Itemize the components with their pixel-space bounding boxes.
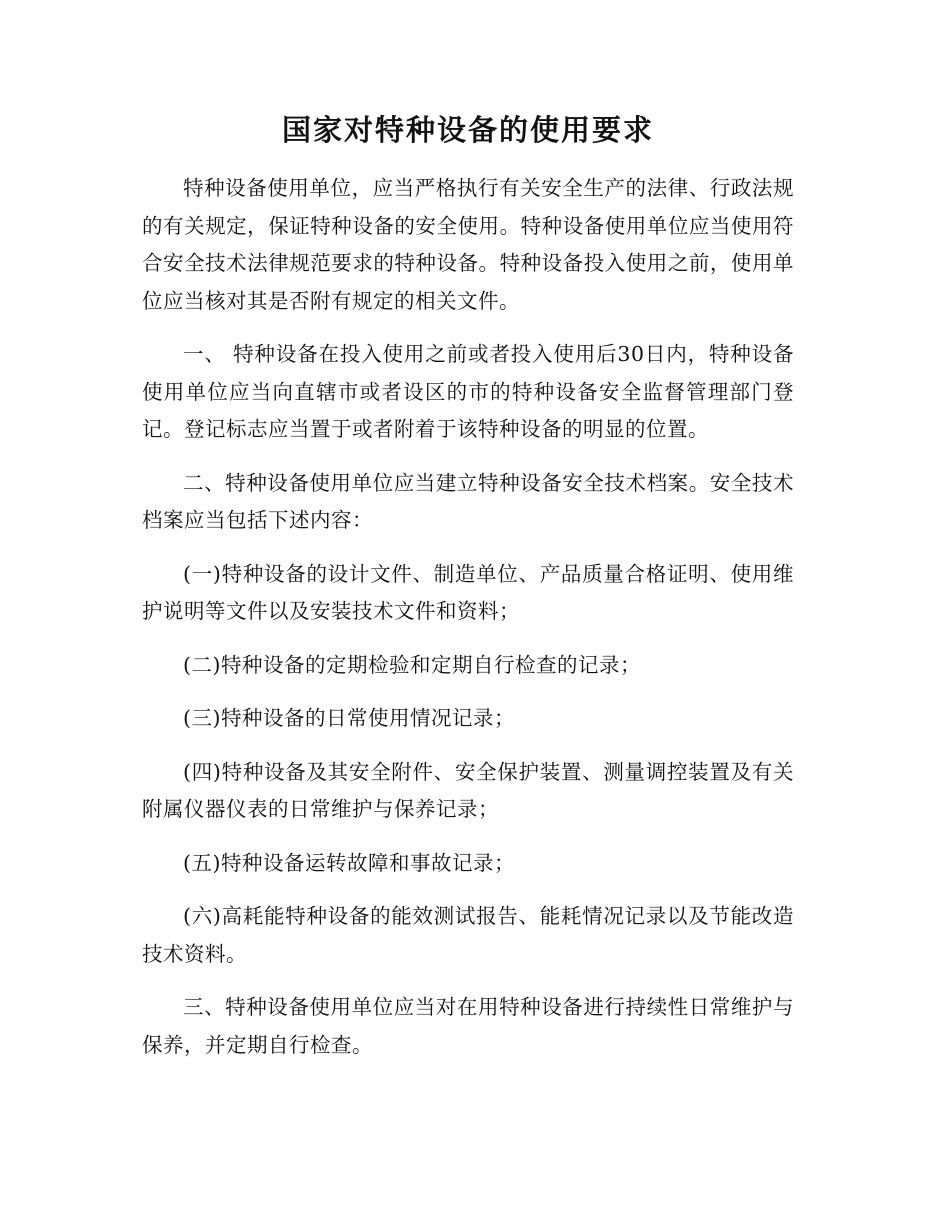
document-page — [142, 108, 794, 1080]
list-item-4: (四)特种设备及其安全附件、安全保护装置、测量调控装置及有关附属仪器仪表的日常维护与保养记录； — [142, 759, 794, 821]
list-item-6: (六)高耗能特种设备的能效测试报告、能耗情况记录以及节能改造技术资料。 — [142, 904, 794, 966]
paragraph-section-2: 二、特种设备使用单位应当建立特种设备安全技术档案。安全技术档案应当包括下述内容： — [142, 470, 794, 532]
list-item-5: (五)特种设备运转故障和事故记录； — [183, 850, 515, 875]
list-item-1: (一)特种设备的设计文件、制造单位、产品质量合格证明、使用维护说明等文件以及安装技术文件和资料； — [142, 561, 794, 623]
list-item-2: (二)特种设备的定期检验和定期自行检查的记录； — [183, 652, 641, 677]
paragraph-intro: 特种设备使用单位，应当严格执行有关安全生产的法律、行政法规的有关规定，保证特种设备的安全使用。特种设备使用单位应当使用符合安全技术法律规范要求的特种设备。特种设备投入使用之前，使用单位应当核对其是否附有规定的相关文件。 — [142, 176, 794, 313]
list-item-3: (三)特种设备的日常使用情况记录； — [183, 706, 515, 730]
paragraph-section-3: 三、特种设备使用单位应当对在用特种设备进行持续性日常维护与保养，并定期自行检查。 — [142, 995, 794, 1057]
paragraph-section-1: 一、 特种设备在投入使用之前或者投入使用后30日内，特种设备使用单位应当向直辖市或者设区的市的特种设备安全监督管理部门登记。登记标志应当置于或者附着于该特种设备的明显的位置。 — [142, 342, 794, 441]
document-title: 国家对特种设备的使用要求 — [281, 113, 654, 147]
